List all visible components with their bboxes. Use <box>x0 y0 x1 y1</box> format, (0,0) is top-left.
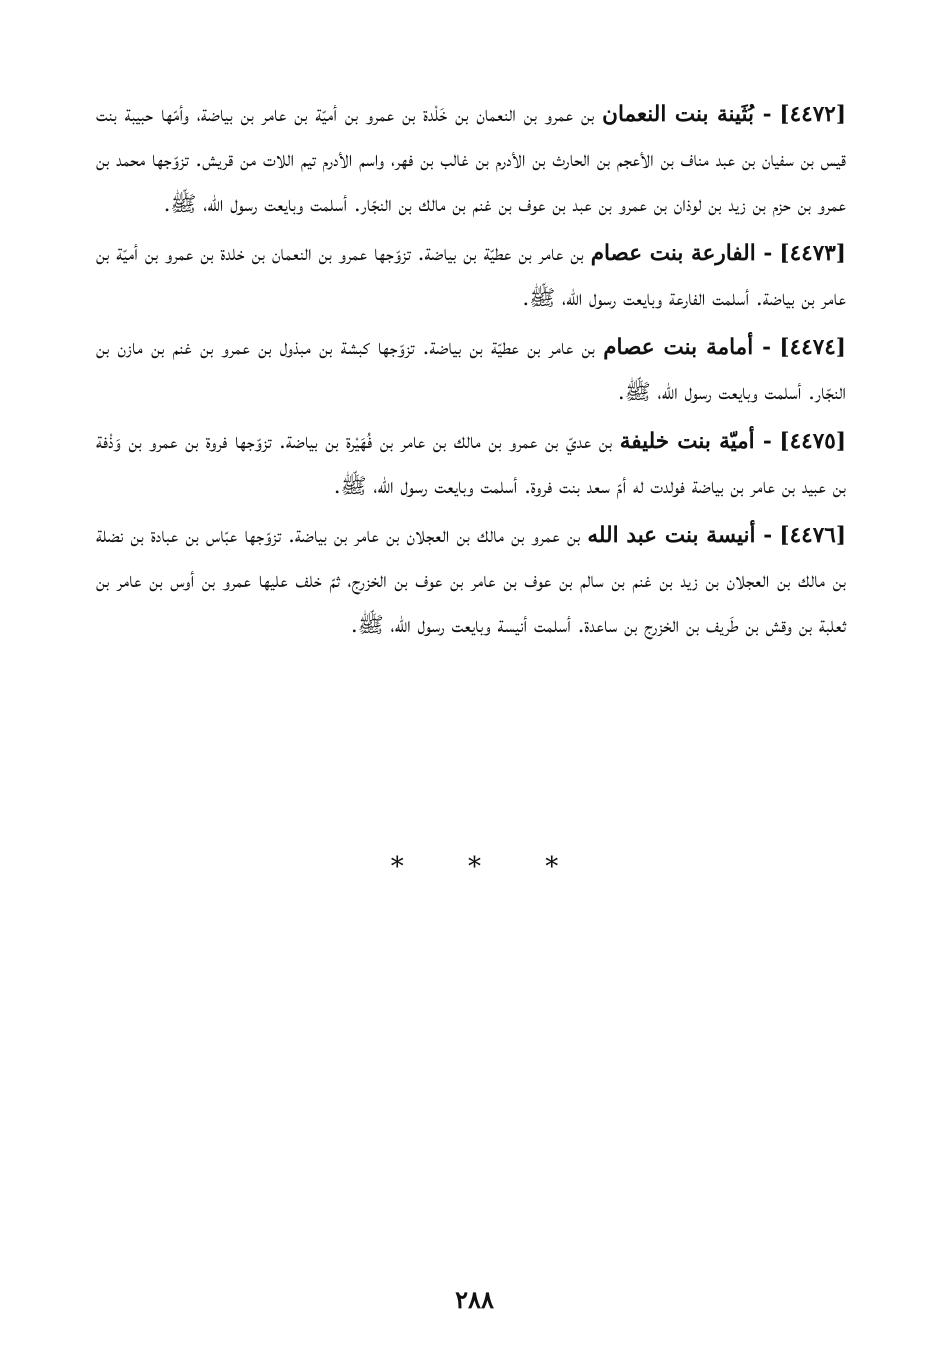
separator-star: * <box>545 852 559 882</box>
entry-name: - أمامة بنت عصام <box>603 335 772 360</box>
section-separator <box>0 852 949 882</box>
entry-text: بن عديّ بن عمرو بن مالك بن عامر بن فُهَيْرة بن بياضة. تزوّجها فروة بن عمرو بن وَذْفة بن عبيد بن عامر بن بياضة فولدت له أمّ سعد بنت فروة. أسلمت وبايعت رسول الله، ﷺ. <box>96 429 846 499</box>
separator-star: * <box>468 852 481 882</box>
entry-name: - الفارعة بنت عصام <box>590 241 773 266</box>
entry-number: [٤٤٧٢] <box>779 102 846 127</box>
entry-text: بن عمرو بن النعمان بن خَلْدة بن عمرو بن أميّة بن عامر بن بياضة، وأمّها حبيبة بنت قيس بن سفيان بن عبد مناف بن الأعجم بن الحارث بن الأدرم بن غالب بن فهر، واسم الأدرم تيم اللات من قريش. تزوّجها محمد بن عمرو بن حزم بن زيد بن لوذان بن عمرو بن عبد بن عوف بن غنم بن مالك بن النجّار. أسلمت وبايعت رسول الله، ﷺ. <box>96 102 846 217</box>
entry-4476 <box>96 513 846 648</box>
entry-4475 <box>96 419 846 509</box>
entry-number: [٤٤٧٥] <box>779 429 846 454</box>
entry-number: [٤٤٧٣] <box>779 241 846 266</box>
entry-4472 <box>96 92 846 227</box>
entry-name: - أنيسة بنت عبد الله <box>587 523 773 548</box>
entry-4473 <box>96 231 846 321</box>
entry-4474 <box>96 325 846 415</box>
page-body <box>96 92 846 652</box>
entry-text: بن عمرو بن مالك بن العجلان بن عامر بن بياضة. تزوّجها عبّاس بن عبادة بن نضلة بن مالك بن العجلان بن زيد بن غنم بن سالم بن عوف بن عامر بن عوف بن الخزرج، ثمّ خلف عليها عمرو بن أوس بن عامر بن ثعلبة بن وقش بن طَريف بن الخزرج بن ساعدة. أسلمت أنيسة وبايعت رسول الله، ﷺ. <box>96 523 846 638</box>
separator-star: * <box>390 852 404 882</box>
entry-text: بن عامر بن عطيّة بن بياضة. تزوّجها كبشة بن مبذول بن عمرو بن غنم بن مازن بن النجّار. أسلمت وبايعت رسول الله، ﷺ. <box>96 335 846 405</box>
entry-number: [٤٤٧٤] <box>779 335 846 360</box>
entry-number: [٤٤٧٦] <box>779 523 846 548</box>
entry-name: - أميّة بنت خليفة <box>619 429 772 454</box>
page-number: ٢٨٨ <box>455 1285 494 1314</box>
entry-text: بن عامر بن عطيّة بن بياضة. تزوّجها عمرو بن النعمان بن خلدة بن عمرو بن أميّة بن عامر بن بياضة. أسلمت الفارعة وبايعت رسول الله، ﷺ. <box>96 241 846 311</box>
entry-name: - بُثَينة بنت النعمان <box>602 102 772 127</box>
